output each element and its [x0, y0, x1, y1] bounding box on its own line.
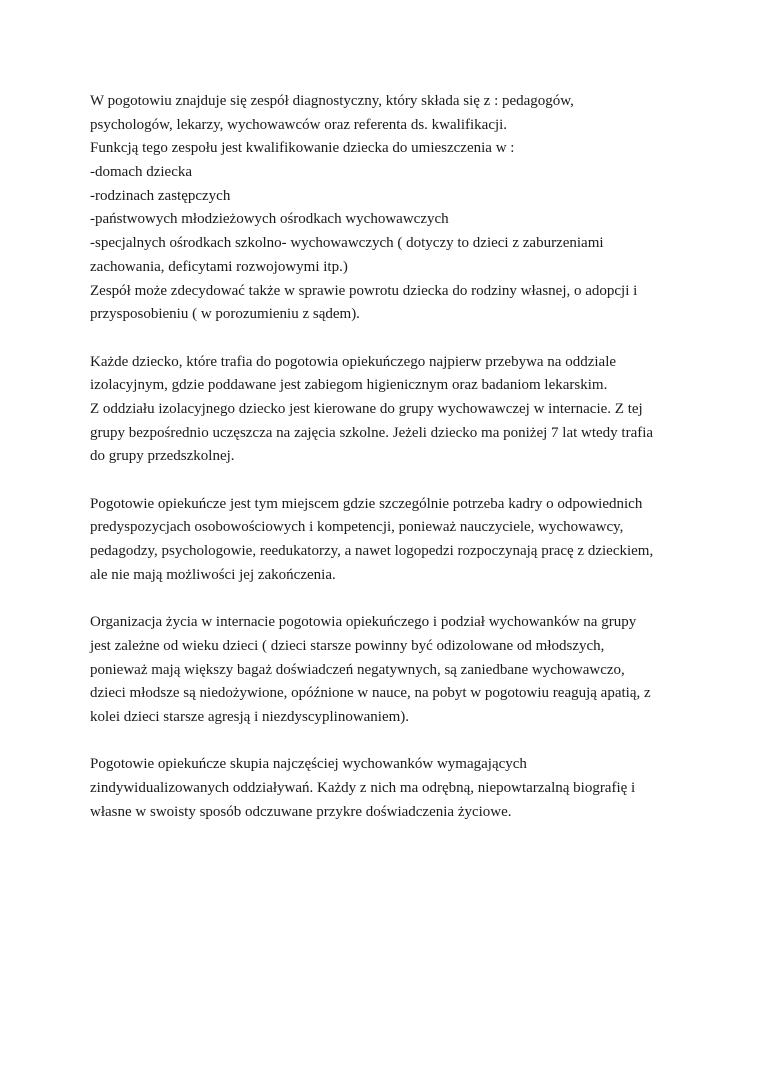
paragraph-spacer — [90, 327, 680, 351]
text-line: pedagodzy, psychologowie, reedukatorzy, a nawet logopedzi rozpoczynają pracę z dzieckiem, — [90, 543, 654, 560]
text-line: -specjalnych ośrodkach szkolno- wychowawczych ( dotyczy to dzieci z zaburzeniami — [90, 235, 604, 252]
text-line: Z oddziału izolacyjnego dziecko jest kierowane do grupy wychowawczej w internacie. Z tej — [90, 400, 643, 417]
text-line: Organizacja życia w internacie pogotowia opiekuńczego i podział wychowanków na grupy — [90, 614, 637, 631]
text-line: przysposobieniu ( w porozumieniu z sądem). — [90, 306, 360, 323]
text-line: ponieważ mają większy bagaż doświadczeń negatywnych, są zaniedbane wychowawczo, — [90, 661, 625, 678]
text-line: Każde dziecko, które trafia do pogotowia opiekuńczego najpierw przebywa na oddziale — [90, 353, 617, 370]
text-line: -państwowych młodzieżowych ośrodkach wychowawczych — [90, 211, 449, 228]
text-line: ale nie mają możliwości jej zakończenia. — [90, 566, 336, 583]
text-line: W pogotowiu znajduje się zespół diagnostyczny, który składa się z : pedagogów, — [90, 93, 574, 109]
text-line: psychologów, lekarzy, wychowawców oraz referenta ds. kwalifikacji. — [90, 116, 508, 133]
text-line: dzieci młodsze są niedożywione, opóźnione w nauce, na pobyt w pogotowiu reagują apatią, z — [90, 685, 651, 702]
text-line: Funkcją tego zespołu jest kwalifikowanie dziecka do umieszczenia w : — [90, 140, 515, 157]
text-line: zachowania, deficytami rozwojowymi itp.) — [90, 258, 348, 275]
text-line: grupy bezpośrednio uczęszcza na zajęcia szkolne. Jeżeli dziecko ma poniżej 7 lat wtedy trafia — [90, 424, 654, 441]
paragraph-staff-requirements — [90, 493, 680, 588]
document-body — [90, 90, 680, 824]
paragraph-boarding-organization — [90, 611, 680, 729]
paragraph-spacer — [90, 587, 680, 611]
text-line: do grupy przedszkolnej. — [90, 448, 235, 465]
paragraph-spacer — [90, 469, 680, 493]
paragraph-individualized-care — [90, 753, 680, 824]
text-line: -domach dziecka — [90, 164, 193, 181]
text-line: predyspozycjach osobowościowych i kompetencji, ponieważ nauczyciele, wychowawcy, — [90, 519, 624, 536]
text-line: zindywidualizowanych oddziaływań. Każdy z nich ma odrębną, niepowtarzalną biografię i — [90, 779, 636, 796]
text-line: izolacyjnym, gdzie poddawane jest zabiegom higienicznym oraz badaniom lekarskim. — [90, 377, 608, 394]
paragraph-admission-process — [90, 351, 680, 469]
text-line: Pogotowie opiekuńcze skupia najczęściej wychowanków wymagających — [90, 756, 527, 773]
text-line: jest zależne od wieku dzieci ( dzieci starsze powinny być odizolowane od młodszych, — [90, 637, 605, 654]
text-line: Zespół może zdecydować także w sprawie powrotu dziecka do rodziny własnej, o adopcji i — [90, 282, 638, 299]
text-line: kolei dzieci starsze agresją i niezdyscyplinowaniem). — [90, 708, 410, 725]
text-line: Pogotowie opiekuńcze jest tym miejscem gdzie szczególnie potrzeba kadry o odpowiednich — [90, 495, 643, 512]
text-line: -rodzinach zastępczych — [90, 187, 231, 204]
paragraph-diagnostic-team — [90, 90, 680, 327]
paragraph-spacer — [90, 730, 680, 754]
text-line: własne w swoisty sposób odczuwane przykre doświadczenia życiowe. — [90, 803, 512, 820]
